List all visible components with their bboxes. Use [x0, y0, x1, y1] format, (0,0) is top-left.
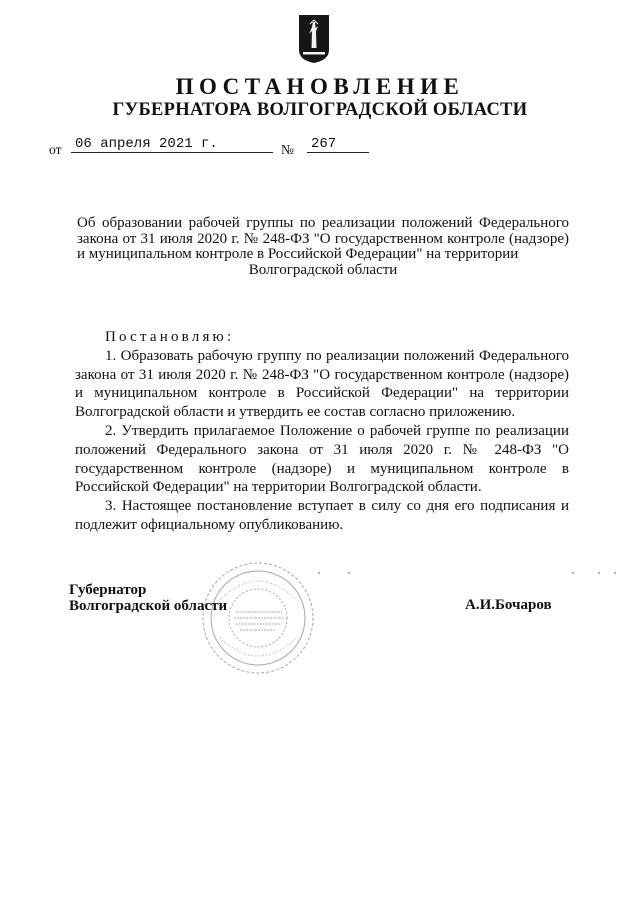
coat-of-arms-icon [298, 14, 330, 64]
subject-text: Об образовании рабочей группы по реализации положений Федерального закона от 31 июля 2020 г. № 248-ФЗ "О государственном контроле (надзоре) и муниципальном контроле в Российской Федерации" на территории [77, 215, 569, 263]
scan-speck [318, 572, 320, 574]
signatory-position [69, 582, 227, 614]
document-body [75, 328, 569, 535]
document-subject [77, 216, 569, 278]
scan-speck [572, 572, 574, 574]
number-sign: № [281, 142, 294, 157]
document-subtitle: ГУБЕРНАТОРА ВОЛГОГРАДСКОЙ ОБЛАСТИ [112, 100, 528, 120]
scan-speck [348, 572, 350, 574]
date-prefix: от [49, 142, 62, 157]
scan-speck [598, 572, 600, 574]
signatory-title: Губернатор [69, 582, 147, 598]
signatory-region: Волгоградской области [69, 598, 228, 614]
document-title: ПОСТАНОВЛЕНИЕ [175, 74, 465, 99]
paragraph-1: 1. Образовать рабочую группу по реализации положений Федерального закона от 31 июля 2020 г. № 248-ФЗ "О государственном контроле (надзоре) и муниципальном контроле в Российской Федерации" на территории Волгоградской области и утвердить ее состав согласно приложению. [75, 347, 569, 421]
scan-speck [614, 572, 616, 574]
document-date: 06 апреля 2021 г. [71, 136, 273, 153]
paragraph-2: 2. Утвердить прилагаемое Положение о рабочей группе по реализации положений Федерального закона от 31 июля 2020 г. № 248-ФЗ "О государственном контроле (надзоре) и муниципальном контроле в Российской Федерации" на территории Волгоградской области. [75, 422, 569, 496]
paragraph-3: 3. Настоящее постановление вступает в силу со дня его подписания и подлежит официальному опубликованию. [75, 498, 569, 533]
document-number: 267 [307, 136, 369, 153]
official-seal-stamp [200, 560, 316, 676]
subject-text-last-line: Волгоградской области [248, 261, 398, 278]
preamble: Постановляю: [105, 329, 235, 345]
signatory-name: А.И.Бочаров [465, 597, 552, 613]
